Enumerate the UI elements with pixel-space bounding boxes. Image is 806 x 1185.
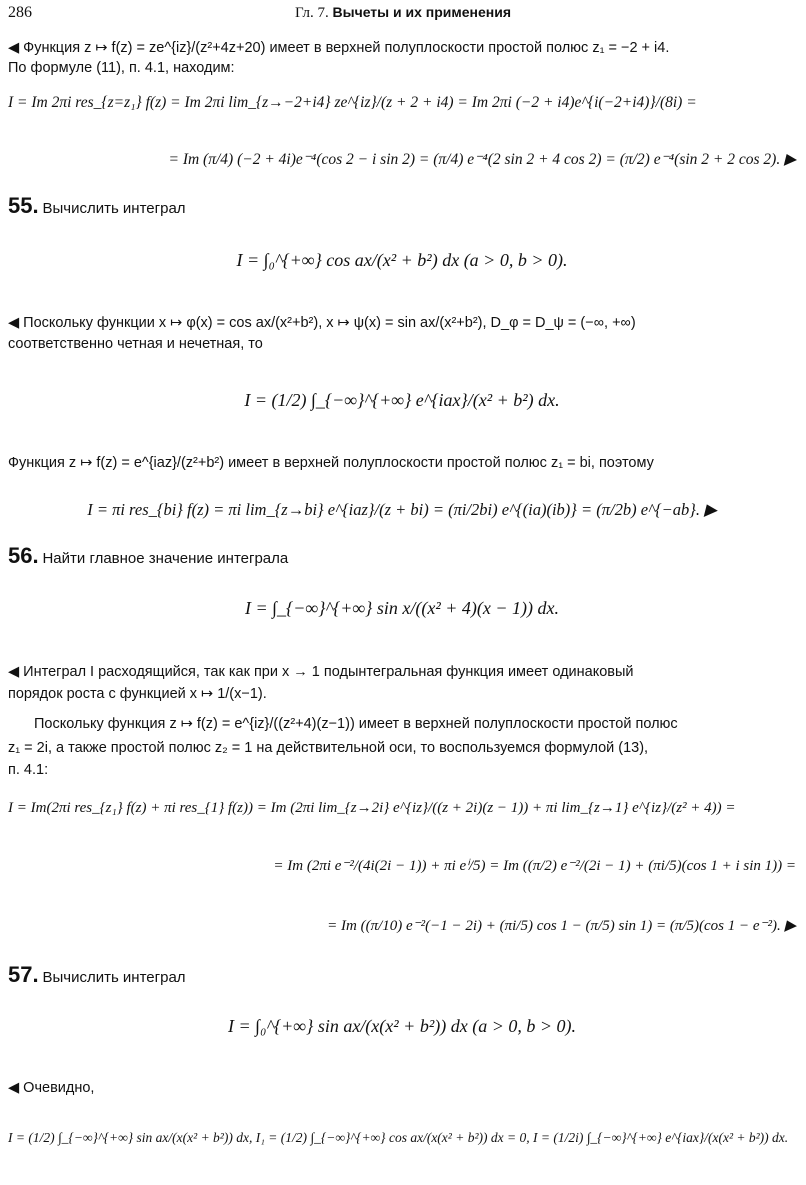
page-header	[8, 4, 798, 26]
running-title-text: Вычеты и их применения	[332, 4, 512, 20]
problem-56-heading	[8, 543, 796, 569]
formula-57-integrals: I = (1/2) ∫_{−∞}^{+∞} sin ax/(x(x² + b²)) dx, I₁ = (1/2) ∫_{−∞}^{+∞} cos ax/(x(x² + b²)) dx = 0, I = (1/2i) ∫_{−∞}^{+∞} e^{iax}/(x(x² + b²)) dx.	[8, 1130, 789, 1145]
problem-55-heading	[8, 193, 796, 219]
problem-56-number: 56.	[8, 543, 39, 568]
solution-54-line-2: По формуле (11), п. 4.1, находим:	[8, 60, 235, 76]
solution-56-line-5: п. 4.1:	[8, 762, 49, 778]
running-title-prefix: Гл. 7.	[294, 5, 329, 21]
formula-54-residue: I = Im 2πi res_{z=z₁} f(z) = Im 2πi lim_{z→−2+i4} ze^{iz}/(z + 2 + i4) = Im 2πi (−2 + i4)e^{i(−2+i4)}/(8i) =	[8, 94, 697, 111]
solution-56-line-4: z₁ = 2i, а также простой полюс z₂ = 1 на действительной оси, то воспользуемся формулой (13),	[8, 740, 649, 756]
problem-57-heading	[8, 962, 796, 988]
formula-54-result: = Im (π/4) (−2 + 4i)e⁻⁴(cos 2 − i sin 2) = (π/4) e⁻⁴(2 sin 2 + 4 cos 2) = (π/2) e⁻⁴(sin 2 + 2 cos 2). ▶	[168, 151, 796, 168]
problem-55-number: 55.	[8, 193, 39, 218]
problem-56-integral: I = ∫_{−∞}^{+∞} sin x/((x² + 4)(x − 1)) dx.	[244, 598, 560, 618]
solution-56-line-3: Поскольку функция z ↦ f(z) = e^{iz}/((z²+4)(z−1)) имеет в верхней полуплоскости простой полюс	[34, 716, 678, 732]
problem-55-integral: I = ∫₀^{+∞} cos ax/(x² + b²) dx (a > 0, b > 0).	[236, 250, 568, 270]
solution-55-line-2: соответственно четная и нечетная, то	[8, 336, 263, 352]
solution-56-line-2: порядок роста с функцией x ↦ 1/(x−1).	[8, 686, 267, 702]
solution-54-line-1: ◀ Функция z ↦ f(z) = ze^{iz}/(z²+4z+20) имеет в верхней полуплоскости простой полюс z₁ = −2 + i4.	[8, 40, 670, 56]
solution-57-line-1: ◀ Очевидно,	[8, 1080, 95, 1096]
solution-55-line-1: ◀ Поскольку функции x ↦ φ(x) = cos ax/(x²+b²), x ↦ ψ(x) = sin ax/(x²+b²), D_φ = D_ψ = (−∞, +∞)	[8, 315, 636, 331]
page-number: 286	[8, 4, 32, 21]
solution-56-line-1: ◀ Интеграл I расходящийся, так как при x → 1 подынтегральная функция имеет одинаковый	[8, 664, 634, 680]
problem-57-integral: I = ∫₀^{+∞} sin ax/(x(x² + b²)) dx (a > 0, b > 0).	[228, 1016, 576, 1036]
solution-55-line-3: Функция z ↦ f(z) = e^{iaz}/(z²+b²) имеет в верхней полуплоскости простой полюс z₁ = bi, поэтому	[8, 455, 654, 471]
problem-57-statement: Вычислить интеграл	[42, 969, 186, 986]
formula-56-step-3: = Im ((π/10) e⁻²(−1 − 2i) + (πi/5) cos 1 − (π/5) sin 1) = (π/5)(cos 1 − e⁻²). ▶	[327, 918, 796, 934]
running-title	[8, 4, 798, 22]
problem-55-statement: Вычислить интеграл	[42, 200, 186, 217]
problem-57-number: 57.	[8, 962, 39, 987]
formula-55-result: I = πi res_{bi} f(z) = πi lim_{z→bi} e^{iaz}/(z + bi) = (πi/2bi) e^{(ia)(ib)} = (π/2b) e^{−ab}. ▶	[87, 500, 717, 519]
formula-55-half-integral: I = (1/2) ∫_{−∞}^{+∞} e^{iax}/(x² + b²) dx.	[244, 390, 560, 410]
formula-56-step-2: = Im (2πi e⁻²/(4i(2i − 1)) + πi eⁱ/5) = Im ((π/2) e⁻²/(2i − 1) + (πi/5)(cos 1 + i sin 1)) =	[273, 858, 796, 874]
problem-56-statement: Найти главное значение интеграла	[42, 550, 289, 567]
formula-56-step-1: I = Im(2πi res_{z₁} f(z) + πi res_{1} f(z)) = Im (2πi lim_{z→2i} e^{iz}/((z + 2i)(z − 1)) + πi lim_{z→1} e^{iz}/(z² + 4)) =	[8, 800, 736, 816]
